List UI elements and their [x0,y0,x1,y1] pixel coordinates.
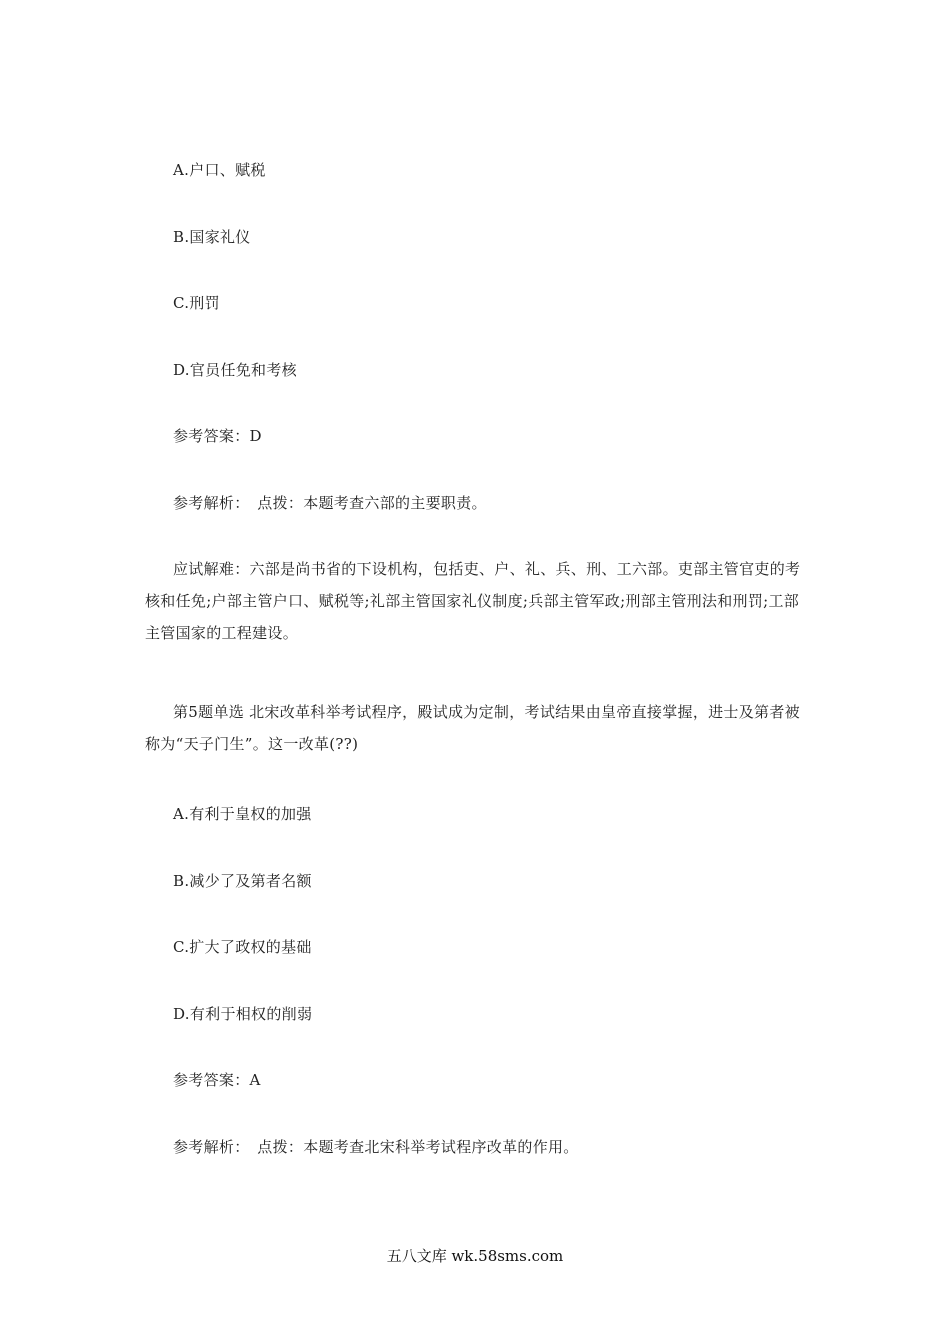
footer-watermark: 五八文库 wk.58sms.com [386,1247,564,1265]
q5-question: 第5题单选 北宋改革科举考试程序，殿试成为定制，考试结果由皇帝直接掌握，进士及第者被称为“天子门生”。这一改革(??) [145,703,800,753]
q4-analysis: 参考解析： 点拨：本题考查六部的主要职责。 [173,494,487,512]
q4-option-b: B.国家礼仪 [173,228,251,246]
q5-option-c: C.扩大了政权的基础 [173,938,312,956]
q5-option-a: A.有利于皇权的加强 [173,805,312,823]
q5-option-b: B.减少了及第者名额 [173,872,312,890]
q5-option-d: D.有利于相权的削弱 [173,1005,313,1023]
q4-option-d: D.官员任免和考核 [173,361,297,379]
q4-option-a: A.户口、赋税 [173,161,266,179]
q4-answer: 参考答案：D [173,427,262,445]
q5-answer: 参考答案：A [173,1071,261,1089]
q4-option-c: C.刑罚 [173,294,220,312]
q4-explanation: 应试解难：六部是尚书省的下设机构，包括吏、户、礼、兵、刑、工六部。吏部主管官吏的考核和任免;户部主管户口、赋税等;礼部主管国家礼仪制度;兵部主管军政;刑部主管刑法和刑罚;工部主管国家的工程建设。 [145,560,801,642]
q5-analysis: 参考解析： 点拨：本题考查北宋科举考试程序改革的作用。 [173,1138,579,1156]
